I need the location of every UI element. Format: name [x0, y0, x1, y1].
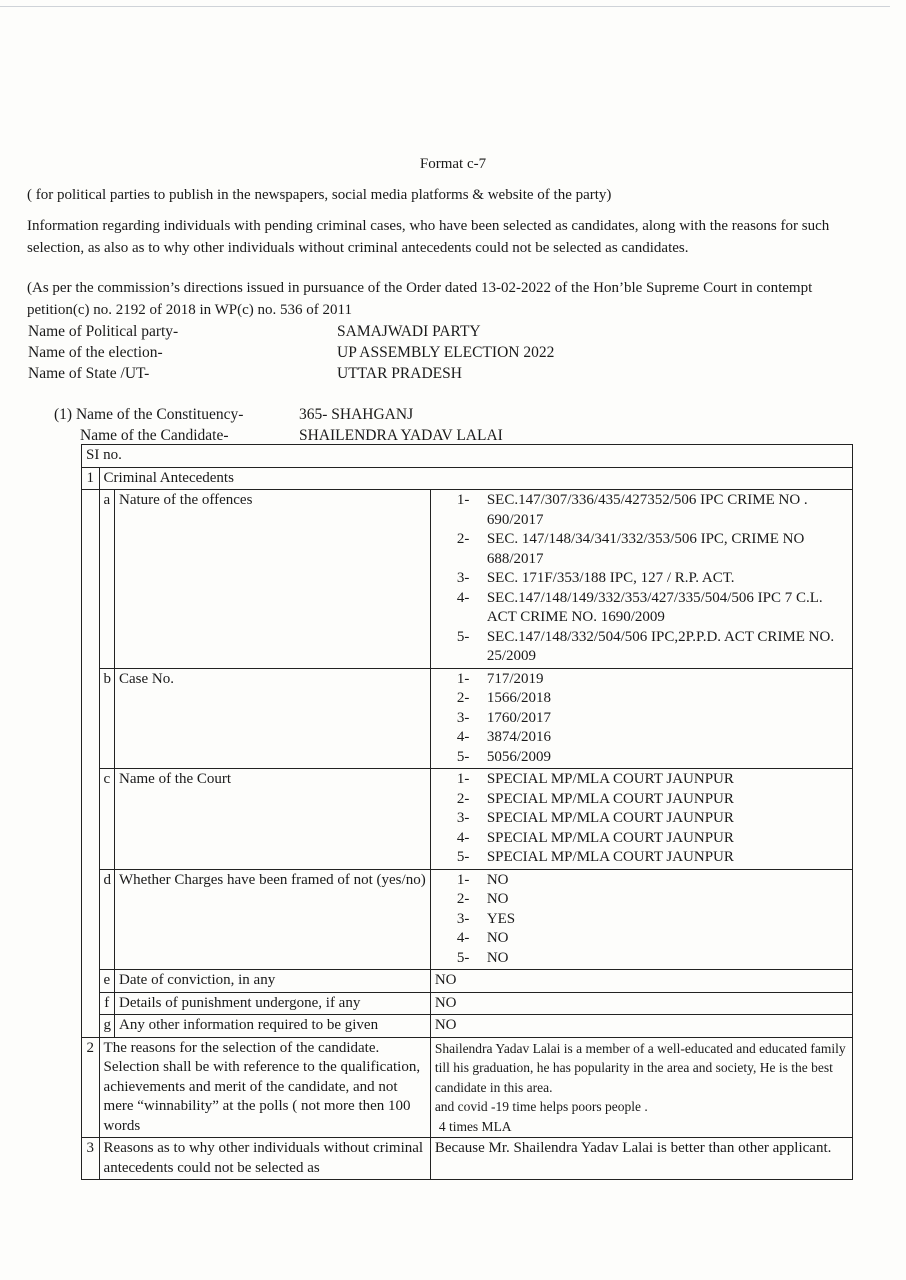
state-label: Name of State /UT- — [28, 365, 150, 382]
item-number: 5- — [456, 748, 470, 765]
list-item — [456, 829, 848, 849]
constituency-value: 365- SHAHGANJ — [299, 406, 414, 423]
list-item — [456, 530, 848, 569]
candidate-value: SHAILENDRA YADAV LALAI — [299, 427, 503, 444]
section-1-number: 1 — [82, 467, 100, 490]
row-value: NO — [430, 992, 852, 1015]
row-letter: c — [99, 769, 114, 870]
list-item — [456, 929, 848, 949]
section-1-title: Criminal Antecedents — [99, 467, 852, 490]
item-text: NO — [486, 871, 509, 888]
directions-text: (As per the commission’s directions issued in pursuance of the Order dated 13-02-2022 of the Hon’ble Supreme Court in contempt petition(c) no. 2192 of 2018 in WP(c) no. 536 of 2011 — [27, 280, 813, 318]
row-label: Case No. — [115, 668, 431, 769]
item-text: 1566/2018 — [486, 690, 551, 706]
item-text: SEC.147/148/149/332/353/427/335/504/506 IPC 7 C.L. ACT CRIME NO. 1690/2009 — [486, 589, 823, 625]
item-number: 1- — [456, 771, 470, 787]
item-text: NO — [486, 930, 509, 946]
list-item — [456, 770, 848, 790]
row-letter: a — [99, 490, 114, 669]
list-item — [456, 871, 848, 891]
constituency-label: (1) Name of the Constituency- — [54, 406, 244, 423]
row-value — [430, 769, 852, 870]
section-2-reason: Shailendra Yadav Lalai is a member of a well-educated and educated family till his graduation, he has popularity in the area and society, He is the best candidate in this area. — [434, 1040, 846, 1095]
list-item — [456, 748, 848, 768]
item-number: 5- — [456, 949, 470, 966]
row-letter: e — [99, 970, 114, 993]
information-text: Information regarding individuals with pending criminal cases, who have been selected as candidates, along with the reasons for such selection, as also as to why other individuals without criminal antecedents could not be selected as candidates. — [27, 218, 830, 256]
row-label: Nature of the offences — [115, 490, 431, 669]
state-value: UTTAR PRADESH — [337, 365, 462, 382]
item-text: 1760/2017 — [486, 709, 551, 726]
row-letter: d — [99, 869, 114, 970]
item-number: 4- — [456, 589, 470, 606]
table-row — [82, 869, 853, 970]
candidate-label: Name of the Candidate- — [80, 427, 229, 444]
list-item — [456, 809, 848, 829]
list-item — [456, 689, 848, 709]
row-letter: b — [99, 668, 114, 769]
item-number: 2- — [456, 891, 470, 907]
item-number: 2- — [456, 690, 470, 706]
table-row — [82, 1015, 853, 1038]
item-number: 4- — [456, 829, 470, 846]
election-value: UP ASSEMBLY ELECTION 2022 — [337, 344, 555, 361]
item-text: YES — [486, 910, 516, 927]
criminal-antecedents-table — [81, 444, 853, 1180]
table-row — [82, 490, 853, 669]
section-1-row — [82, 467, 853, 490]
item-text: SPECIAL MP/MLA COURT JAUNPUR — [486, 829, 734, 846]
item-text: SEC.147/148/332/504/506 IPC,2P.P.D. ACT CRIME NO. 25/2009 — [486, 628, 835, 664]
section-3-number: 3 — [82, 1138, 100, 1180]
party-label: Name of Political party- — [28, 323, 179, 340]
table-row — [82, 668, 853, 769]
table-row — [82, 769, 853, 870]
format-label: Format c-7 — [419, 156, 487, 172]
item-text: 3874/2016 — [486, 729, 551, 745]
item-text: 5056/2009 — [486, 748, 551, 765]
election-label: Name of the election- — [28, 344, 163, 361]
list-item — [456, 569, 848, 589]
list-item — [456, 790, 848, 810]
table-row — [82, 970, 853, 993]
table-header: SI no. — [82, 445, 853, 468]
item-text: NO — [486, 891, 509, 907]
section-2-number: 2 — [82, 1037, 100, 1138]
list-item — [456, 728, 848, 748]
item-text: SPECIAL MP/MLA COURT JAUNPUR — [486, 771, 734, 787]
section-1-spacer — [82, 490, 100, 1038]
section-3-value: Because Mr. Shailendra Yadav Lalai is better than other applicant. — [430, 1138, 852, 1180]
item-number: 1- — [456, 492, 470, 508]
party-value: SAMAJWADI PARTY — [337, 323, 481, 340]
row-label: Details of punishment undergone, if any — [115, 992, 431, 1015]
item-text: 717/2019 — [486, 670, 544, 687]
row-label: Date of conviction, in any — [115, 970, 431, 993]
section-3-row — [82, 1138, 853, 1180]
table-row — [82, 992, 853, 1015]
item-text: SPECIAL MP/MLA COURT JAUNPUR — [486, 810, 734, 826]
list-item — [456, 628, 848, 667]
item-number: 3- — [456, 810, 470, 826]
item-text: SPECIAL MP/MLA COURT JAUNPUR — [486, 849, 734, 865]
item-number: 3- — [456, 709, 470, 726]
section-2-value — [430, 1037, 852, 1138]
row-label: Name of the Court — [115, 769, 431, 870]
item-text: NO — [486, 949, 509, 966]
item-number: 5- — [456, 628, 470, 645]
row-label: Whether Charges have been framed of not (yes/no) — [115, 869, 431, 970]
item-text: SEC.147/307/336/435/427352/506 IPC CRIME NO . 690/2017 — [486, 492, 808, 528]
list-item — [456, 491, 848, 530]
item-number: 1- — [456, 871, 470, 888]
list-item — [456, 949, 848, 969]
row-value: NO — [430, 1015, 852, 1038]
item-number: 3- — [456, 910, 470, 927]
list-item — [456, 589, 848, 628]
list-item — [456, 848, 848, 868]
section-3-label: Reasons as to why other individuals without criminal antecedents could not be selected as — [99, 1138, 430, 1180]
row-value — [430, 490, 852, 669]
list-item — [456, 890, 848, 910]
item-number: 2- — [456, 531, 470, 547]
section-2-label: The reasons for the selection of the candidate. Selection shall be with reference to the qualification, achievements and merit of the candidate, and not mere “winnability” at the polls ( not more then 100 words — [99, 1037, 430, 1138]
row-label: Any other information required to be given — [115, 1015, 431, 1038]
list-item — [456, 709, 848, 729]
item-number: 4- — [456, 930, 470, 946]
item-text: SPECIAL MP/MLA COURT JAUNPUR — [486, 790, 734, 807]
purpose-text: ( for political parties to publish in the newspapers, social media platforms & website of the party) — [27, 187, 612, 203]
row-letter: f — [99, 992, 114, 1015]
item-number: 1- — [456, 670, 470, 687]
table-header-row — [82, 445, 853, 468]
row-value — [430, 869, 852, 970]
section-2-mla-note: 4 times MLA — [438, 1118, 512, 1134]
item-number: 2- — [456, 790, 470, 807]
list-item — [456, 910, 848, 930]
section-2-row — [82, 1037, 853, 1138]
row-letter: g — [99, 1015, 114, 1038]
item-number: 3- — [456, 570, 470, 586]
row-value: NO — [430, 970, 852, 993]
section-2-covid-note: and covid -19 time helps poors people . — [434, 1099, 648, 1114]
item-text: SEC. 147/148/34/341/332/353/506 IPC, CRIME NO 688/2017 — [486, 531, 805, 567]
list-item — [456, 670, 848, 690]
item-text: SEC. 171F/353/188 IPC, 127 / R.P. ACT. — [486, 570, 735, 586]
row-value — [430, 668, 852, 769]
item-number: 4- — [456, 729, 470, 745]
scan-edge-line — [0, 6, 890, 7]
item-number: 5- — [456, 849, 470, 865]
